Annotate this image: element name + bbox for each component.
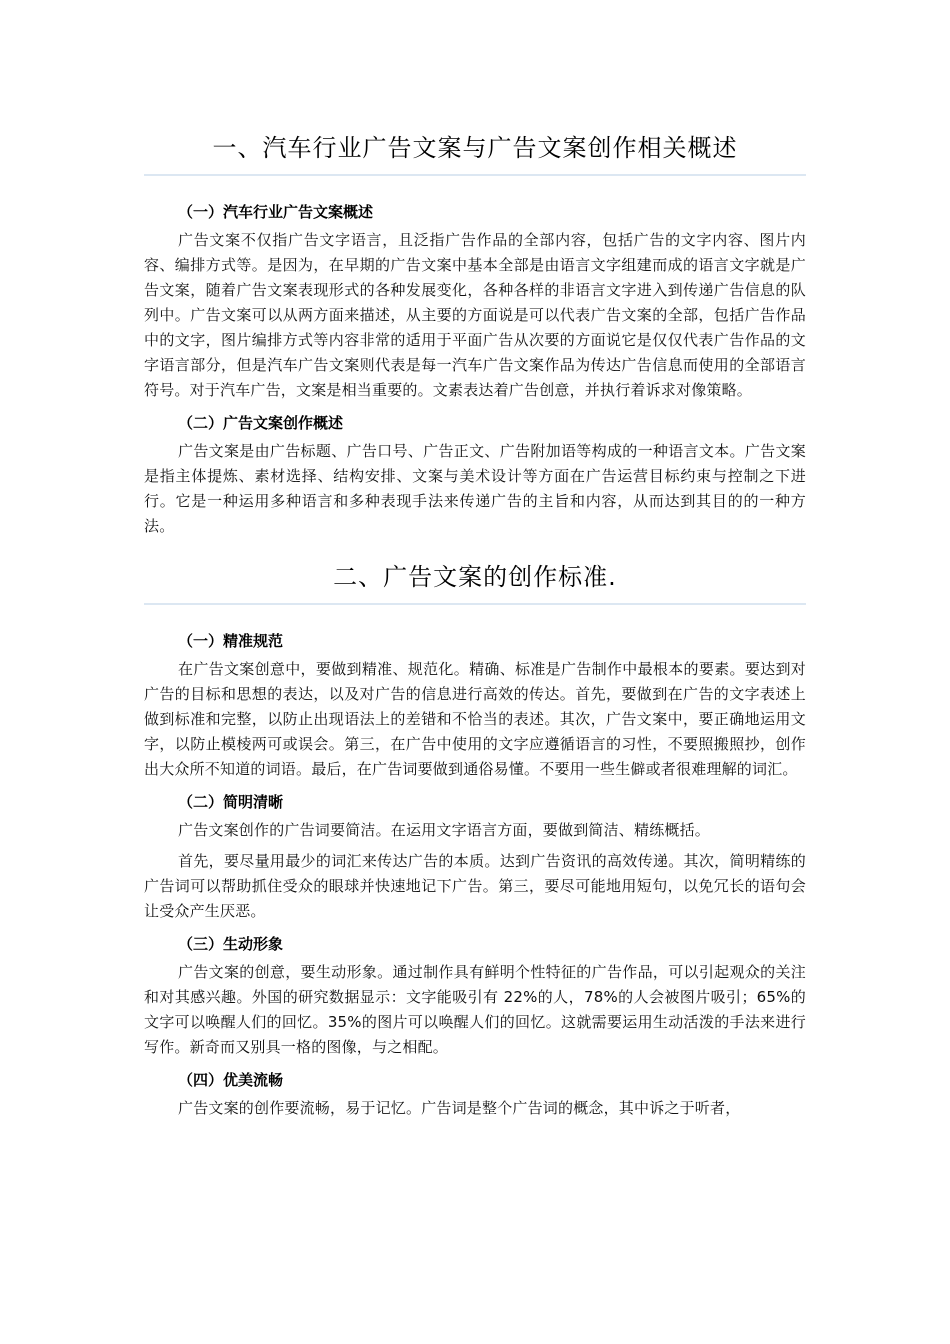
subsection-heading: （二）广告文案创作概述 (178, 414, 344, 432)
section-title: 二、广告文案的创作标准. (144, 557, 806, 605)
subsection-heading: （三）生动形象 (178, 935, 284, 953)
document-page (144, 128, 806, 1127)
subsection-heading: （一）精准规范 (178, 632, 284, 650)
section-title: 一、汽车行业广告文案与广告文案创作相关概述 (144, 128, 806, 176)
paragraph: 广告文案创作的广告词要简洁。在运用文字语言方面，要做到简洁、精练概括。 (178, 821, 711, 839)
paragraph: 广告文案不仅指广告文字语言，且泛指广告作品的全部内容，包括广告的文字内容、图片内容、编排方式等。是因为，在早期的广告文案中基本全部是由语言文字组建而成的语言文字就是广告文案，随着广告文案表现形式的各种发展变化，各种各样的非语言文字进入到传递广告信息的队列中。广告文案可以从两方面来描述，从主要的方面说是可以代表广告文案的全部，包括广告作品中的文字，图片编排方式等内容非常的适用于平面广告从次要的方面说它是仅仅代表广告作品的文字语言部分，但是汽车广告文案则代表是每一汽车广告文案作品为传达广告信息而使用的全部语言符号。对于汽车广告，文案是相当重要的。文素表达着广告创意，并执行着诉求对像策略。 (144, 231, 806, 399)
paragraph: 广告文案是由广告标题、广告口号、广告正文、广告附加语等构成的一种语言文本。广告文案是指主体提炼、素材选择、结构安排、文案与美术设计等方面在广告运营目标约束与控制之下进行。它是一种运用多种语言和多种表现手法来传递广告的主旨和内容，从而达到其目的的一种方法。 (144, 442, 806, 535)
subsection-heading: （一）汽车行业广告文案概述 (178, 203, 374, 221)
paragraph: 首先，要尽量用最少的词汇来传达广告的本质。达到广告资讯的高效传递。其次，简明精练的广告词可以帮助抓住受众的眼球并快速地记下广告。第三，要尽可能地用短句，以免冗长的语句会让受众产生厌恶。 (144, 852, 806, 920)
subsection-heading: （四）优美流畅 (178, 1071, 284, 1089)
paragraph: 在广告文案创意中，要做到精准、规范化。精确、标准是广告制作中最根本的要素。要达到对广告的目标和思想的表达，以及对广告的信息进行高效的传达。首先，要做到在广告的文字表述上做到标准和完整，以防止出现语法上的差错和不恰当的表述。其次，广告文案中，要正确地运用文字，以防止模棱两可或误会。第三，在广告中使用的文字应遵循语言的习性，不要照搬照抄，创作出大众所不知道的词语。最后，在广告词要做到通俗易懂。不要用一些生僻或者很难理解的词汇。 (144, 660, 806, 778)
paragraph: 广告文案的创作要流畅，易于记忆。广告词是整个广告词的概念，其中诉之于听者， (178, 1099, 741, 1117)
paragraph: 广告文案的创意，要生动形象。通过制作具有鲜明个性特征的广告作品，可以引起观众的关注和对其感兴趣。外国的研究数据显示：文字能吸引有 22%的人，78%的人会被图片吸引；65%的文字可以唤醒人们的回忆。35%的图片可以唤醒人们的回忆。这就需要运用生动活泼的手法来进行写作。新奇而又别具一格的图像，与之相配。 (144, 963, 806, 1056)
subsection-heading: （二）简明清晰 (178, 793, 284, 811)
